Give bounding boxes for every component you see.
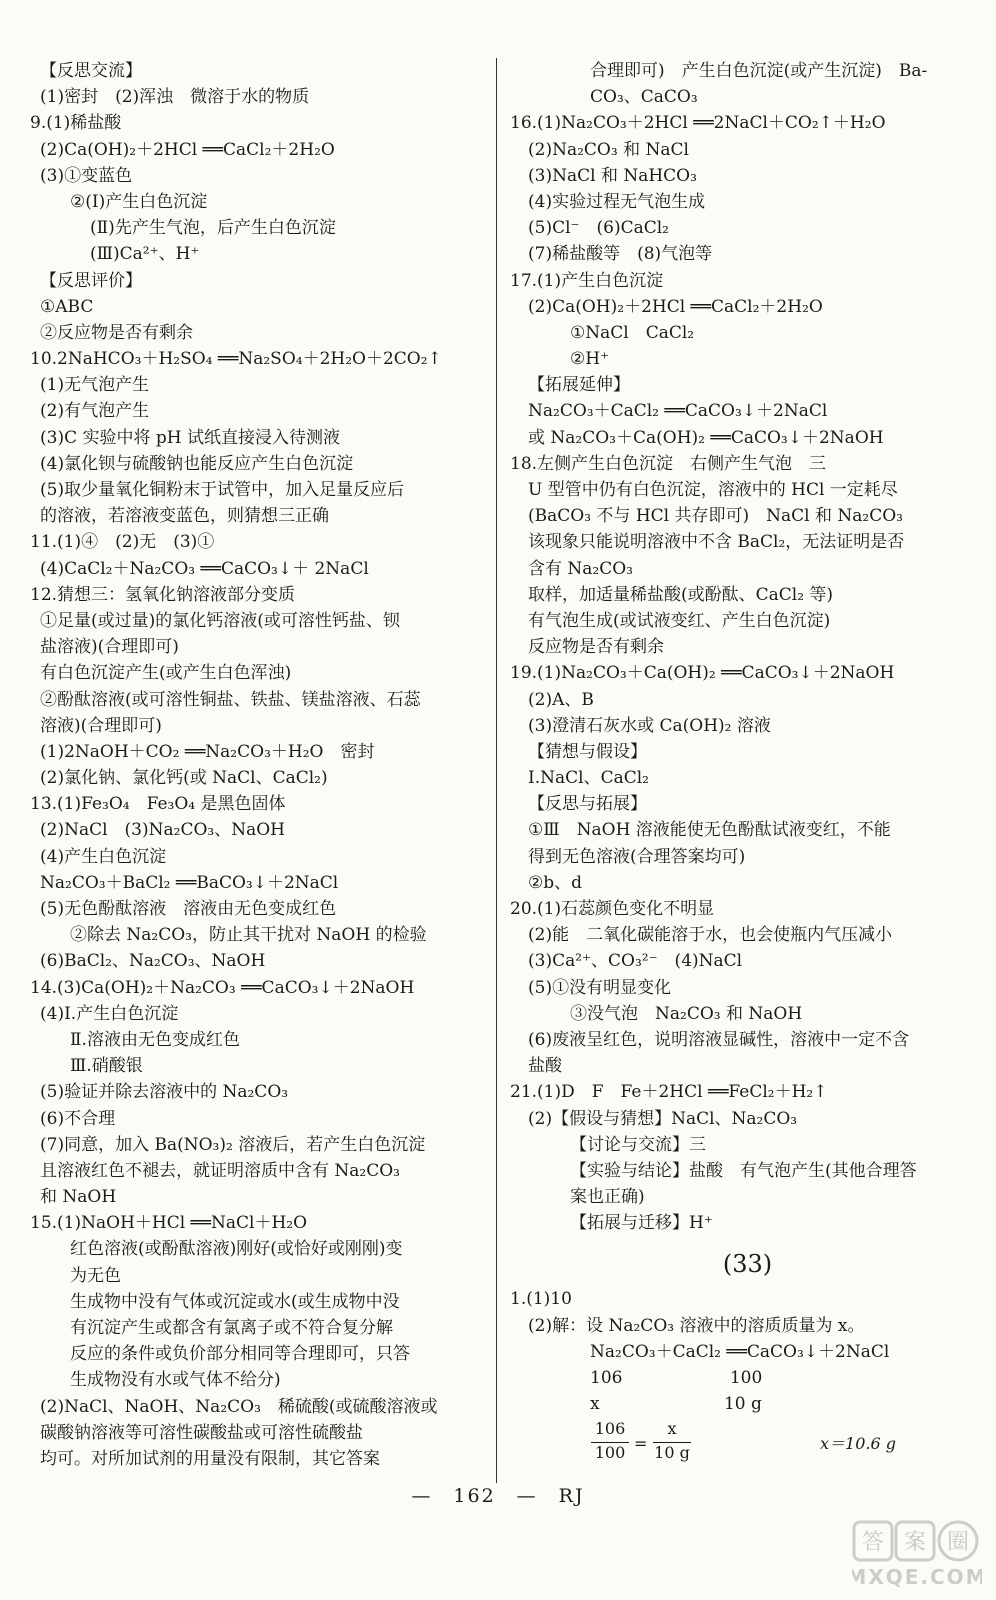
left-column <box>30 58 485 1472</box>
answer-line: 【反思交流】 <box>40 61 142 81</box>
column-divider <box>496 58 497 1483</box>
answer-line: (BaCO₃ 不与 HCl 共存即可) NaCl 和 Na₂CO₃ <box>528 506 903 527</box>
answer-line: Ⅲ.硝酸银 <box>70 1056 143 1077</box>
answer-line: 为无色 <box>70 1265 121 1286</box>
answer-line: (4)产生白色沉淀 <box>40 846 167 867</box>
answer-line: (7)同意，加入 Ba(NO₃)₂ 溶液后，若产生白色沉淀 <box>40 1134 426 1155</box>
answer-line: 【实验与结论】盐酸 有气泡产生(其他合理答 <box>570 1160 917 1181</box>
watermark-url: MXQE.COM <box>852 1565 982 1589</box>
answer-line: (5)无色酚酞溶液 溶液由无色变成红色 <box>40 899 337 919</box>
answer-line: ②酚酞溶液(或可溶性铜盐、铁盐、镁盐溶液、石蕊 <box>40 689 421 710</box>
answer-line: 【反思评价】 <box>40 270 142 291</box>
answer-line: 红色溶液(或酚酞溶液)刚好(或恰好或刚刚)变 <box>70 1239 403 1260</box>
watermark-brand-3: 圈 <box>946 1530 970 1555</box>
answer-line: ①Ⅲ NaOH 溶液能使无色酚酞试液变红，不能 <box>528 820 891 841</box>
answer-line: 有沉淀产生或都含有氯离子或不符合复分解 <box>70 1318 393 1338</box>
answer-line: ②b、d <box>528 872 583 893</box>
answer-line: 合理即可) 产生白色沉淀(或产生沉淀) Ba- <box>590 61 928 81</box>
answer-line: (5)Cl⁻ (6)CaCl₂ <box>528 218 669 239</box>
answer-line: (7)稀盐酸等 (8)气泡等 <box>528 244 713 265</box>
answer-line: (2)能 二氧化碳能溶于水，也会使瓶内气压减小 <box>528 925 893 946</box>
answer-line: (3)①变蓝色 <box>40 165 133 186</box>
answer-line: (2)NaCl (3)Na₂CO₃、NaOH <box>40 820 285 841</box>
answer-line: (4)CaCl₂＋Na₂CO₃ ══CaCO₃↓＋ 2NaCl <box>40 558 369 579</box>
answer-line: 生成物中没有气体或沉淀或水(或生成物中没 <box>70 1291 400 1312</box>
answer-line: (2)Ca(OH)₂＋2HCl ══CaCl₂＋2H₂O <box>40 139 335 160</box>
answer-line: (4)实验过程无气泡生成 <box>528 191 706 212</box>
answer-line: ②除去 Na₂CO₃，防止其干扰对 NaOH 的检验 <box>70 925 427 946</box>
answer-line: (5)验证并除去溶液中的 Na₂CO₃ <box>40 1082 289 1103</box>
section-heading: (33) <box>722 1250 773 1279</box>
answer-line: (4)氯化钡与硫酸钠也能反应产生白色沉淀 <box>40 453 354 474</box>
answer-line: (6)废液呈红色，说明溶液显碱性，溶液中一定不含 <box>528 1029 910 1050</box>
answer-line: 或 Na₂CO₃＋Ca(OH)₂ ══CaCO₃↓＋2NaOH <box>528 427 884 448</box>
answer-line: (3)澄清石灰水或 Ca(OH)₂ 溶液 <box>528 715 771 736</box>
equals-sign: = <box>634 1434 648 1454</box>
answer-line: 含有 Na₂CO₃ <box>528 558 633 579</box>
fraction-denominator: 100 <box>594 1443 626 1463</box>
answer-line: 9.(1)稀盐酸 <box>30 113 122 134</box>
fraction-numerator: 106 <box>594 1419 626 1439</box>
answer-line: 21.(1)D F Fe＋2HCl ══FeCl₂＋H₂↑ <box>510 1082 828 1103</box>
answer-line: ③没气泡 Na₂CO₃ 和 NaOH <box>570 1003 803 1024</box>
answer-line: U 型管中仍有白色沉淀，溶液中的 HCl 一定耗尽 <box>528 480 898 500</box>
fraction-equation <box>510 1417 985 1467</box>
answer-line: (2)有气泡产生 <box>40 401 150 422</box>
answer-line: 106 100 <box>590 1368 763 1388</box>
answer-line: (6)不合理 <box>40 1108 116 1129</box>
answer-line: ①ABC <box>40 296 94 317</box>
answer-line: (Ⅱ)先产生气泡，后产生白色沉淀 <box>90 218 336 239</box>
answer-line: 1.(1)10 <box>510 1289 572 1310</box>
watermark-brand-2: 案 <box>903 1530 927 1555</box>
answer-line: 反应物是否有剩余 <box>528 637 664 658</box>
answer-line: 17.(1)产生白色沉淀 <box>510 270 664 291</box>
watermark-logo <box>852 1518 982 1592</box>
answer-line: (2)氯化钠、氯化钙(或 NaCl、CaCl₂) <box>40 768 328 789</box>
watermark-brand-1: 答 <box>861 1530 885 1555</box>
answer-line: CO₃、CaCO₃ <box>590 87 698 108</box>
page-footer: — 162 — RJ <box>411 1485 585 1507</box>
answer-line: 且溶液红色不褪去，就证明溶质中含有 Na₂CO₃ <box>40 1160 400 1181</box>
answer-line: 12.猜想三：氢氧化钠溶液部分变质 <box>30 584 296 605</box>
answer-line: (3)C 实验中将 pH 试纸直接浸入待测液 <box>40 427 341 448</box>
right-column <box>510 58 985 1467</box>
answer-line: ②(Ⅰ)产生白色沉淀 <box>70 191 208 212</box>
answer-line: (2)【假设与猜想】NaCl、Na₂CO₃ <box>528 1108 798 1129</box>
answer-line: 盐酸 <box>528 1056 562 1077</box>
answer-line: (2)解：设 Na₂CO₃ 溶液中的溶质质量为 x。 <box>528 1315 865 1336</box>
answer-line: x 10 g <box>590 1394 762 1415</box>
answer-line: 【拓展延伸】 <box>528 375 630 396</box>
answer-line: (1)密封 (2)浑浊 微溶于水的物质 <box>40 87 310 108</box>
answer-line: 11.(1)④ (2)无 (3)① <box>30 532 215 553</box>
fraction-numerator: x <box>667 1419 677 1439</box>
answer-line: 【猜想与假设】 <box>528 741 647 762</box>
answer-line: 反应的条件或负价部分相同等合理即可，只答 <box>70 1344 410 1365</box>
answer-line: 16.(1)Na₂CO₃＋2HCl ══2NaCl＋CO₂↑＋H₂O <box>510 113 886 134</box>
answer-line: 案也正确) <box>570 1187 645 1208</box>
answer-line: (2)A、B <box>528 689 594 710</box>
answer-line: Ⅰ.NaCl、CaCl₂ <box>528 768 649 789</box>
answer-line: 有气泡生成(或试液变红、产生白色沉淀) <box>528 610 831 631</box>
answer-line: 均可。对所加试剂的用量没有限制，其它答案 <box>40 1448 380 1469</box>
answer-line: ②H⁺ <box>570 349 610 370</box>
answer-line: Na₂CO₃＋BaCl₂ ══BaCO₃↓＋2NaCl <box>40 872 339 893</box>
answer-line: 【拓展与迁移】H⁺ <box>570 1213 713 1234</box>
answer-line: 溶液)(合理即可) <box>40 715 162 736</box>
answer-line: (1)无气泡产生 <box>40 375 150 396</box>
answer-line: ①NaCl CaCl₂ <box>570 322 695 343</box>
answer-line: 13.(1)Fe₃O₄ Fe₃O₄ 是黑色固体 <box>30 794 286 815</box>
answer-line: 【讨论与交流】三 <box>570 1134 706 1155</box>
answer-line: (Ⅲ)Ca²⁺、H⁺ <box>90 244 200 265</box>
answer-line: 有白色沉淀产生(或产生白色浑浊) <box>40 663 292 684</box>
answer-line: 10.2NaHCO₃＋H₂SO₄ ══Na₂SO₄＋2H₂O＋2CO₂↑ <box>30 349 442 370</box>
answer-line: Na₂CO₃＋CaCl₂ ══CaCO₃↓＋2NaCl <box>528 401 828 422</box>
answer-line: 盐溶液)(合理即可) <box>40 637 179 658</box>
fraction-result: x＝10.6 g <box>820 1434 896 1454</box>
answer-line: (3)NaCl 和 NaHCO₃ <box>528 165 697 186</box>
answer-line: ①足量(或过量)的氯化钙溶液(或可溶性钙盐、钡 <box>40 610 400 631</box>
answer-line: Ⅱ.溶液由无色变成红色 <box>70 1029 240 1050</box>
answer-line: (5)取少量氧化铜粉末于试管中，加入足量反应后 <box>40 480 405 500</box>
answer-line: 取样，加适量稀盐酸(或酚酞、CaCl₂ 等) <box>528 584 834 605</box>
answer-line: (2)NaCl、NaOH、Na₂CO₃ 稀硫酸(或硫酸溶液或 <box>40 1396 438 1417</box>
answer-line: (3)Ca²⁺、CO₃²⁻ (4)NaCl <box>528 951 743 972</box>
answer-line: 得到无色溶液(合理答案均可) <box>528 846 746 867</box>
answer-line: (4)Ⅰ.产生白色沉淀 <box>40 1003 179 1024</box>
answer-line: (6)BaCl₂、Na₂CO₃、NaOH <box>40 951 266 972</box>
answer-line: 生成物没有水或气体不给分) <box>70 1370 281 1391</box>
answer-line: 【反思与拓展】 <box>528 794 647 815</box>
answer-line: Na₂CO₃＋CaCl₂ ══CaCO₃↓＋2NaCl <box>590 1341 890 1362</box>
fraction-denominator: 10 g <box>654 1443 690 1463</box>
answer-line: 18.左侧产生白色沉淀 右侧产生气泡 三 <box>510 453 827 474</box>
answer-line: 该现象只能说明溶液中不含 BaCl₂，无法证明是否 <box>528 532 905 553</box>
answer-line: 和 NaOH <box>40 1187 117 1208</box>
answer-line: (1)2NaOH＋CO₂ ══Na₂CO₃＋H₂O 密封 <box>40 741 375 762</box>
answer-line: 20.(1)石蕊颜色变化不明显 <box>510 899 715 919</box>
answer-line: (2)Ca(OH)₂＋2HCl ══CaCl₂＋2H₂O <box>528 296 823 317</box>
answer-line: 碳酸钠溶液等可溶性碳酸盐或可溶性硫酸盐 <box>40 1422 363 1443</box>
answer-line: 15.(1)NaOH＋HCl ══NaCl＋H₂O <box>30 1213 308 1234</box>
answer-line: ②反应物是否有剩余 <box>40 322 193 343</box>
answer-line: (2)Na₂CO₃ 和 NaCl <box>528 139 689 160</box>
answer-line: 的溶液，若溶液变蓝色，则猜想三正确 <box>40 506 329 527</box>
answer-line: (5)①没有明显变化 <box>528 977 672 998</box>
answer-line: 19.(1)Na₂CO₃＋Ca(OH)₂ ══CaCO₃↓＋2NaOH <box>510 663 895 684</box>
answer-line: 14.(3)Ca(OH)₂＋Na₂CO₃ ══CaCO₃↓＋2NaOH <box>30 977 415 998</box>
